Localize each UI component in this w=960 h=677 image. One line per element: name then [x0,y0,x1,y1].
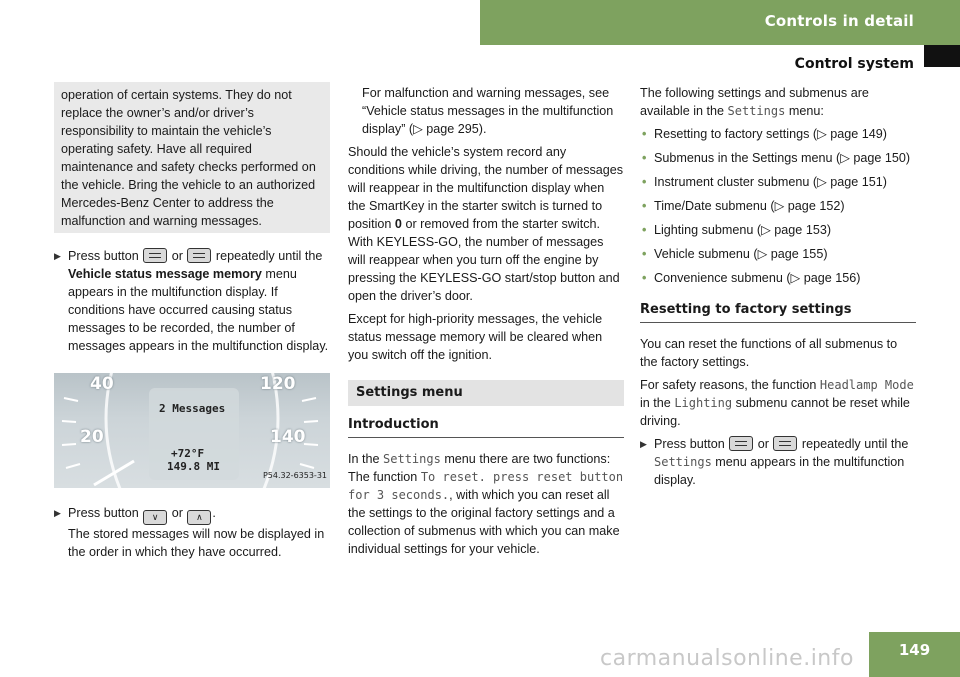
step-arrow-icon: ▶ [54,251,61,261]
display-term: Settings [383,452,441,466]
instrument-cluster-photo [54,373,330,488]
reset-heading: Resetting to factory settings [640,301,916,323]
display-term: Settings [654,455,712,469]
paragraph-text: menu: [788,104,824,118]
bullet-icon: • [642,199,647,213]
step-text: . [212,506,216,520]
chevron-up-button-icon: ∧ [187,510,211,525]
display-term: Headlamp Mode [819,378,914,392]
note-box: operation of certain systems. They do not replace the owner’s and/or driver’s responsibility to maintain the vehicle’s operating safety. Have all required maintenance and safety checks performed on the vehicle. Bring the vehicle to an authorized Mercedes-Benz Center to address the malfunction and warning messages. [54,82,330,233]
display-term: Lighting [674,396,733,410]
chapter-title: Control system [794,56,914,72]
dial-label: 40 [90,374,114,394]
list-item: • Lighting submenu (▷ page 153) [642,223,832,237]
column-middle [348,84,624,563]
display-temperature: +72°F [171,447,205,460]
list-item: • Convenience submenu (▷ page 156) [642,271,861,285]
step-text: or [171,249,183,263]
menu-button-up-icon [729,436,753,451]
menu-name: Vehicle status message memory [68,267,262,281]
dial-label: 120 [260,374,296,394]
watermark: carmanualsonline.info [600,646,854,671]
chapter-tab-marker [924,45,960,67]
step-text: or [757,437,769,451]
paragraph-text: , with which you can reset all the settings to the original factory settings and a collection of submenus with which you can make individual settings for your vehicle. [348,488,620,556]
section-title: Controls in detail [764,12,914,30]
list-item: • Submenus in the Settings menu (▷ page 150) [642,151,911,165]
step-result-text: The stored messages will now be displayed in the order in which they have occurred. [68,527,325,559]
step-text: Press button [68,506,139,520]
paragraph: For malfunction and warning messages, see “Vehicle status messages in the multifunction display” (▷ page 295). [362,86,614,136]
page-number: 149 [869,632,960,677]
list-item: • Resetting to factory settings (▷ page 149) [642,127,887,141]
paragraph-text: Should the vehicle’s system record any conditions while driving, the number of messages will reappear in the multifunction display when the SmartKey in the starter switch is turned to position [348,145,624,231]
paragraph-text: or removed from the starter switch. With KEYLESS-GO, the number of messages will reappear when you turn off the engine by pressing the KEYLESS-GO start/stop button and open the driver’s door. [348,217,620,303]
display-term: To reset. press reset button for 3 seconds. [348,470,624,502]
step-open-message-memory [54,247,330,355]
paragraph [640,376,916,430]
step-text: menu appears in the multifunction display. If conditions have occurred causing status messages to be recorded, the number of messages appears in the multifunction display. [68,267,329,353]
menu-button-down-icon [187,248,211,263]
step-text: Press button [68,249,139,263]
step-arrow-icon: ▶ [640,439,647,449]
step-text: menu appears in the multifunction display. [654,455,905,487]
paragraph: You can reset the functions of all submenus to the factory settings. [640,337,898,369]
paragraph-text: In the [348,452,380,466]
bullet-icon: • [642,271,647,285]
submenu-list [640,125,916,287]
paragraph [348,450,624,558]
step-text: repeatedly until the [215,249,323,263]
menu-button-down-icon [773,436,797,451]
list-item: • Time/Date submenu (▷ page 152) [642,199,845,213]
paragraph-text: menu there are two functions: The function [348,452,611,484]
switch-position: 0 [394,217,402,231]
chevron-down-button-icon: ∨ [143,510,167,525]
paragraph-text: For safety reasons, the function [640,378,817,392]
settings-menu-heading: Settings menu [348,380,624,406]
photo-reference: P54.32-6353-31 [262,471,327,480]
step-open-settings [640,435,916,489]
bullet-icon: • [642,175,647,189]
paragraph-text: in the [640,396,671,410]
bullet-icon: • [642,151,647,165]
display-messages: 2 Messages [159,402,226,415]
step-browse-messages [54,504,330,561]
menu-button-up-icon [143,248,167,263]
paragraph-text: The following settings and submenus are available in the [640,86,869,118]
paragraph: Except for high-priority messages, the vehicle status message memory will be cleared when you switch off the ignition. [348,312,603,362]
list-item: • Instrument cluster submenu (▷ page 151) [642,175,887,189]
bullet-icon: • [642,247,647,261]
display-odometer: 149.8 MI [167,460,220,473]
list-item: • Vehicle submenu (▷ page 155) [642,247,828,261]
paragraph-text: submenu cannot be reset while driving. [640,396,910,428]
bullet-icon: • [642,223,647,237]
introduction-heading: Introduction [348,416,624,438]
step-text: repeatedly until the [801,437,909,451]
column-right [640,84,916,493]
bullet-icon: • [642,127,647,141]
paragraph [348,143,624,305]
paragraph [640,84,916,120]
display-term: Settings [727,104,786,118]
header-bar [480,0,960,45]
column-left [54,82,330,565]
step-text: Press button [654,437,725,451]
step-arrow-icon: ▶ [54,508,61,518]
step-text: or [171,506,183,520]
dial-label: 140 [270,427,306,447]
dial-label: 20 [80,427,104,447]
